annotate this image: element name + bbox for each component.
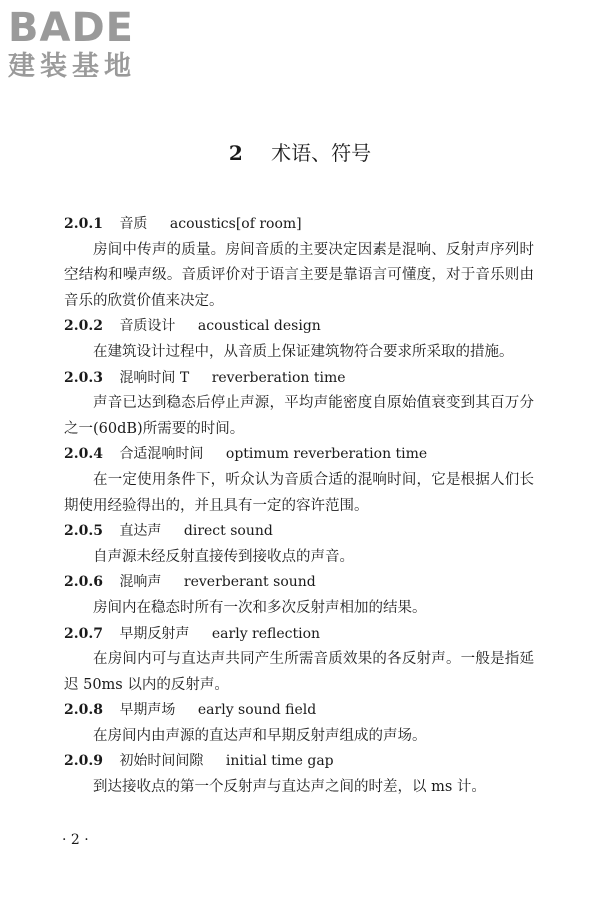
term-code: 2.0.6 [64, 574, 103, 591]
logo-mark: BADE [8, 5, 134, 51]
term-code: 2.0.7 [64, 625, 103, 642]
term-english: optimum reverberation time [225, 446, 428, 463]
term-chinese: 混响时间 T [119, 369, 190, 386]
term-chinese: 早期反射声 [119, 625, 190, 642]
term-entry [64, 622, 534, 699]
term-entry [64, 749, 534, 800]
term-entry [64, 698, 534, 749]
term-entry [64, 212, 534, 314]
term-code: 2.0.4 [64, 446, 103, 463]
term-heading [64, 212, 534, 238]
term-chinese: 合适混响时间 [119, 446, 204, 463]
term-english: acoustics[of room] [169, 216, 302, 232]
logo-subtitle: 建装基地 [8, 51, 136, 82]
term-code: 2.0.9 [64, 753, 103, 770]
term-chinese: 混响声 [119, 574, 162, 591]
terms-list [64, 212, 534, 801]
term-entry [64, 366, 534, 443]
term-chinese: 初始时间间隙 [119, 753, 204, 770]
term-english: initial time gap [225, 753, 334, 770]
term-definition: 在房间内可与直达声共同产生所需音质效果的各反射声。一般是指延迟 50ms 以内的反射声。 [64, 651, 534, 693]
chapter-number: 2 [228, 141, 243, 165]
term-code: 2.0.8 [64, 702, 103, 719]
term-definition: 在建筑设计过程中，从音质上保证建筑物符合要求所采取的措施。 [93, 343, 514, 360]
term-code: 2.0.2 [64, 318, 103, 335]
term-chinese: 早期声场 [119, 702, 176, 719]
term-heading [64, 749, 534, 775]
term-code: 2.0.5 [64, 523, 103, 540]
term-entry [64, 570, 534, 621]
term-chinese: 直达声 [119, 523, 162, 540]
term-heading [64, 519, 534, 545]
term-english: reverberation time [211, 369, 346, 386]
term-definition: 房间内在稳态时所有一次和多次反射声相加的结果。 [93, 599, 427, 616]
term-chinese: 音质设计 [119, 318, 176, 335]
term-entry [64, 519, 534, 570]
page-number: · 2 · [62, 832, 89, 848]
term-heading [64, 366, 534, 392]
term-definition: 到达接收点的第一个反射声与直达声之间的时差，以 ms 计。 [93, 779, 486, 796]
term-heading [64, 442, 534, 468]
term-heading [64, 698, 534, 724]
logo [8, 6, 178, 90]
term-english: direct sound [183, 523, 273, 540]
term-definition: 房间中传声的质量。房间音质的主要决定因素是混响、反射声序列时空结构和噪声级。音质评价对于语言主要是靠语言可懂度，对于音乐则由音乐的欣赏价值来决定。 [64, 241, 534, 309]
term-english: early sound field [197, 702, 317, 719]
term-code: 2.0.1 [64, 216, 103, 232]
chapter-title-text: 术语、符号 [271, 141, 372, 165]
term-code: 2.0.3 [64, 369, 103, 386]
term-english: acoustical design [197, 318, 321, 335]
term-english: reverberant sound [183, 574, 316, 591]
term-chinese: 音质 [119, 216, 148, 232]
term-definition: 在一定使用条件下，听众认为音质合适的混响时间，它是根据人们长期使用经验得出的，并且具有一定的容许范围。 [64, 471, 534, 514]
chapter-title [0, 140, 600, 166]
term-heading [64, 570, 534, 596]
term-heading [64, 314, 534, 340]
term-english: early reflection [211, 625, 321, 642]
term-entry [64, 314, 534, 365]
term-heading [64, 622, 534, 648]
term-entry [64, 442, 534, 519]
term-definition: 在房间内由声源的直达声和早期反射声组成的声场。 [93, 727, 427, 744]
term-definition: 自声源未经反射直接传到接收点的声音。 [93, 548, 354, 565]
term-definition: 声音已达到稳态后停止声源，平均声能密度自原始值衰变到其百万分之一(60dB)所需要的时间。 [64, 395, 534, 437]
